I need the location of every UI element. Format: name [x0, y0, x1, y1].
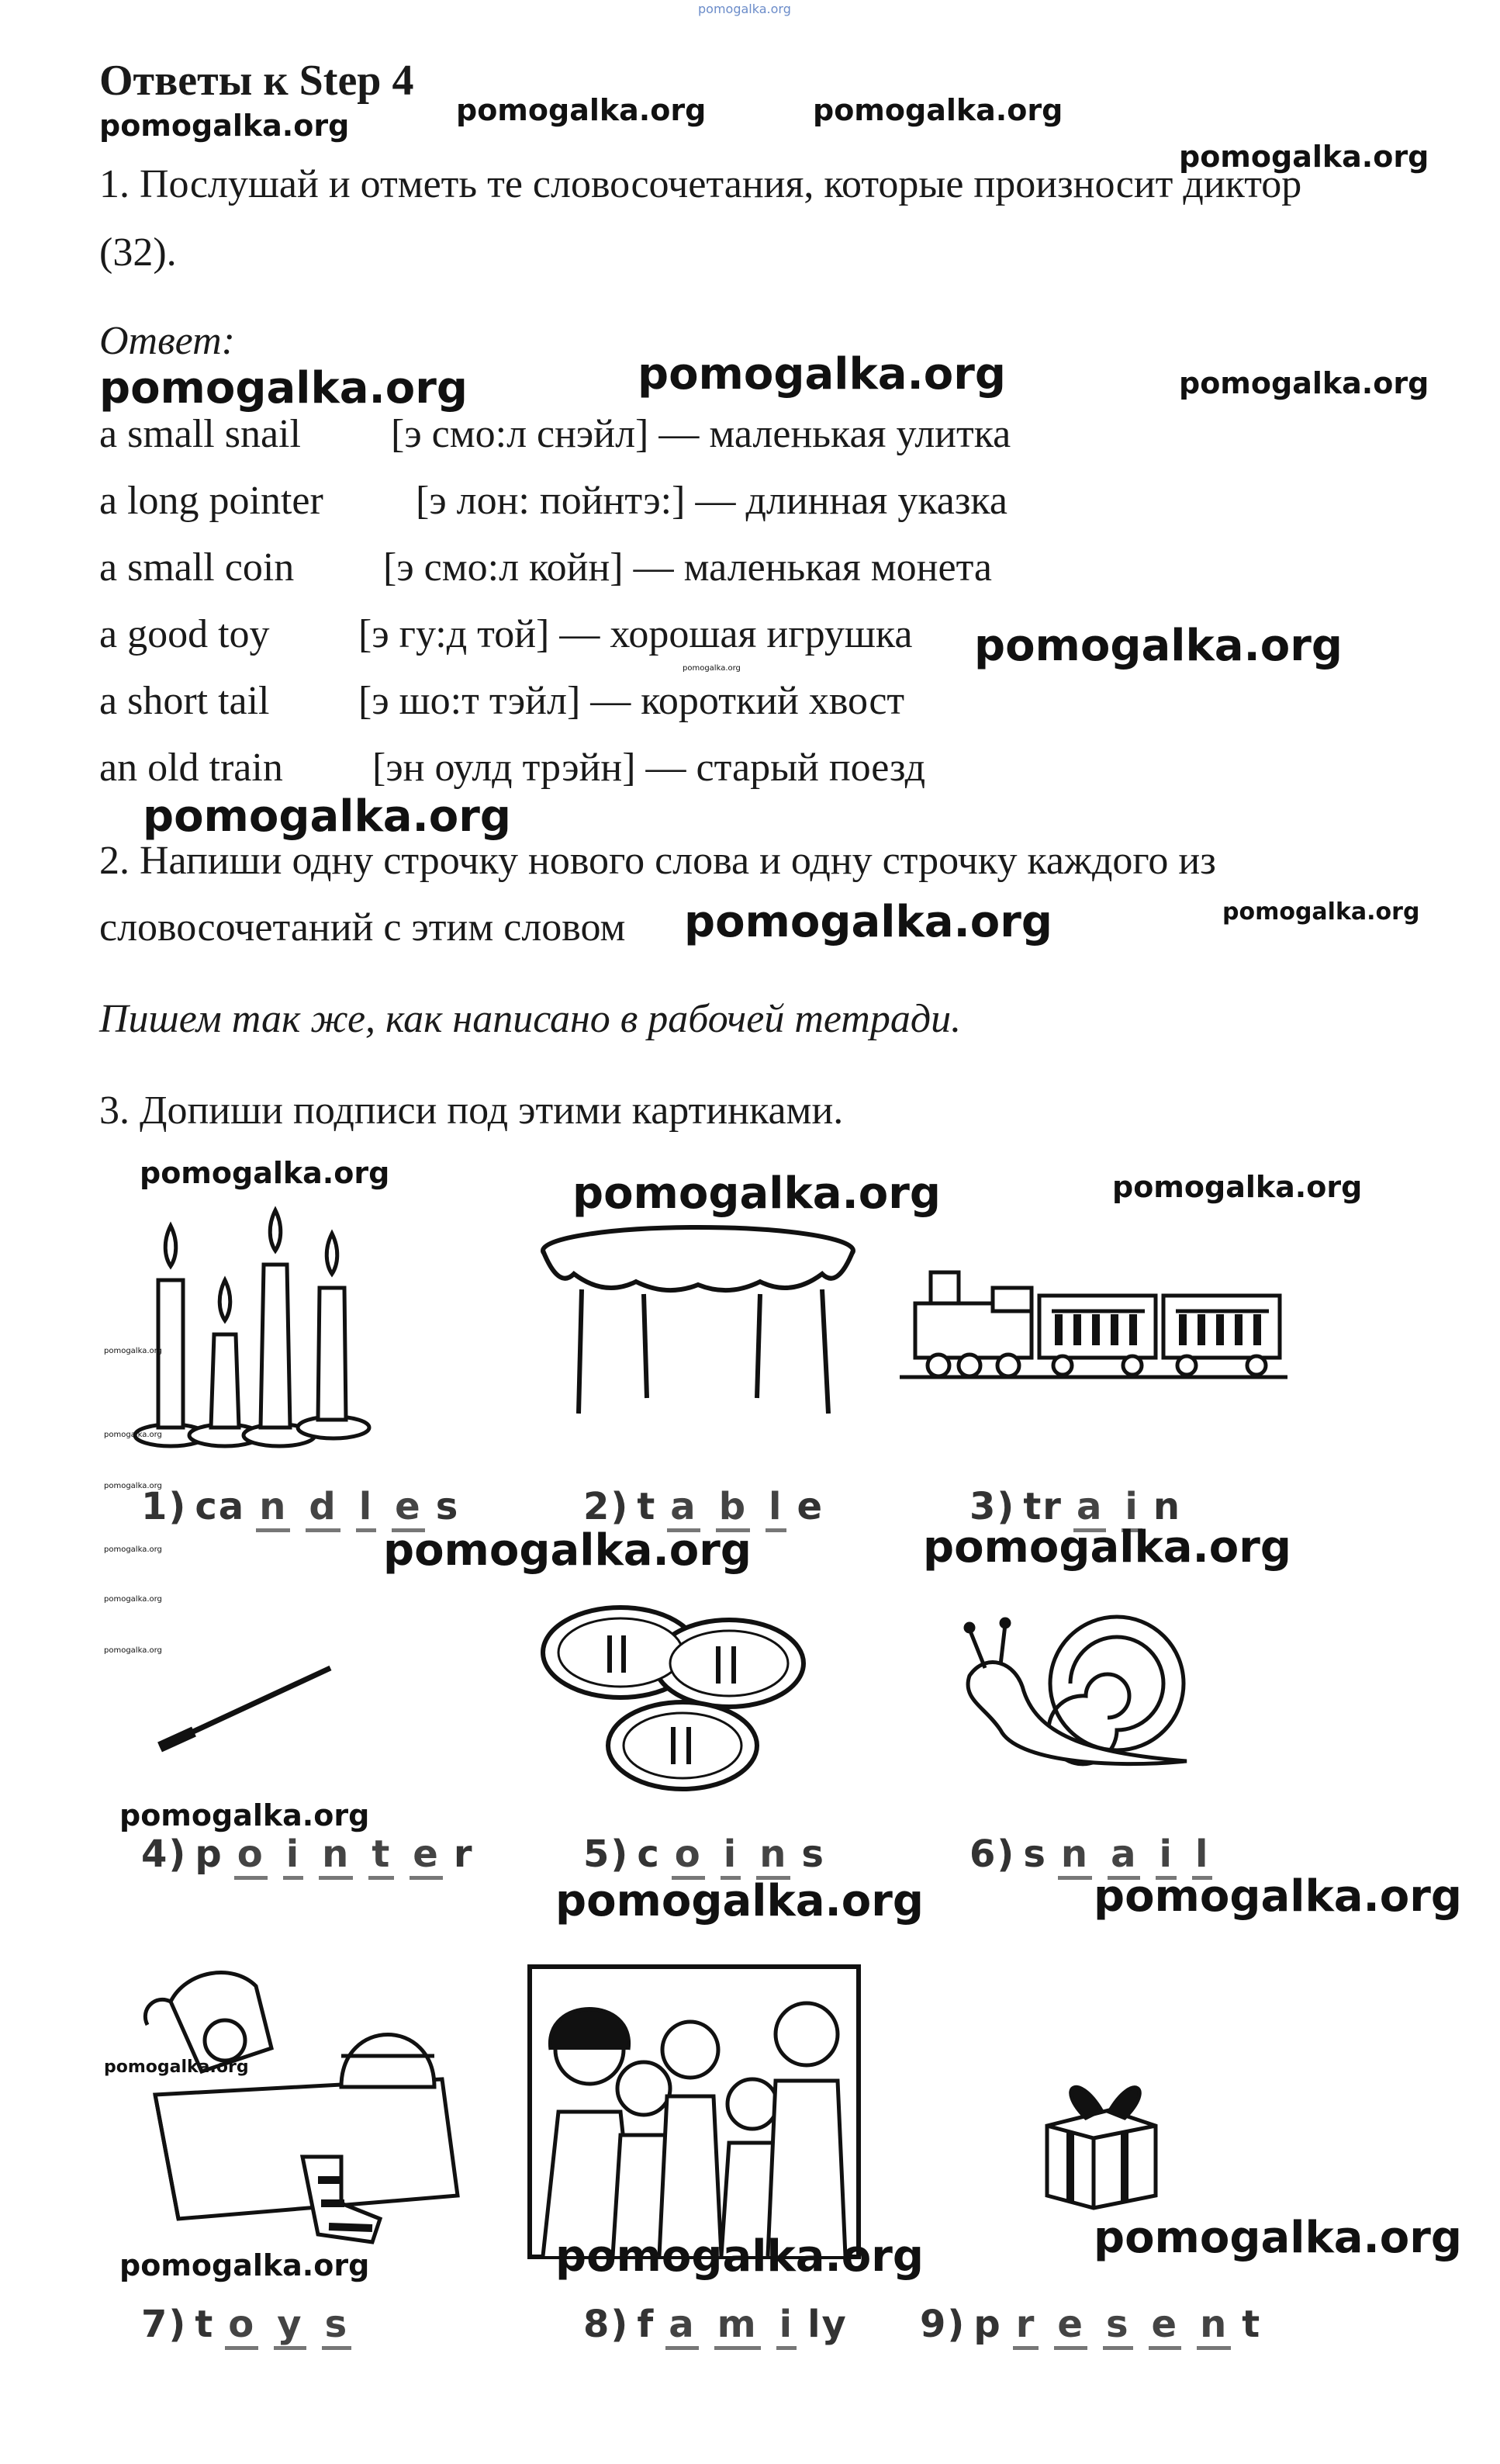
watermark: pomogalka.org: [104, 1482, 162, 1490]
watermark: pomogalka.org: [1222, 898, 1420, 926]
vocab-row: [99, 678, 905, 724]
present-picture: [1032, 2064, 1171, 2211]
caption-2: 2) t a b l e: [583, 1485, 827, 1532]
family-picture: [527, 1964, 861, 2259]
watermark: pomogalka.org: [1094, 1871, 1462, 1922]
watermark: pomogalka.org: [119, 1798, 370, 1832]
vocab-english: a small coin: [99, 545, 295, 590]
page-title: Ответы к Step 4: [99, 57, 414, 105]
vocab-row: [99, 745, 926, 791]
vocab-translation: [э смо:л снэйл] — маленькая улитка: [391, 412, 1011, 456]
watermark: pomogalka.org: [1112, 1170, 1363, 1204]
pointer-picture: [147, 1660, 341, 1761]
caption-8: 8) f a m i ly: [583, 2303, 851, 2350]
watermark: pomogalka.org: [104, 1431, 162, 1439]
caption-5: 5) c o i n s: [583, 1832, 828, 1880]
watermark: pomogalka.org: [923, 1522, 1291, 1573]
task1-text: 1. Послушай и отметь те словосочетания, которые произносит диктор: [99, 162, 1302, 206]
watermark: pomogalka.org: [683, 664, 741, 673]
watermark: pomogalka.org: [104, 1595, 162, 1604]
watermark: pomogalka.org: [383, 1525, 752, 1576]
watermark: pomogalka.org: [104, 1646, 162, 1655]
watermark: pomogalka.org: [104, 2057, 249, 2077]
vocab-english: a small snail: [99, 412, 301, 456]
vocab-translation: [э шо:т тэйл] — короткий хвост: [358, 679, 905, 723]
train-picture: [900, 1265, 1287, 1389]
answer-label: Ответ:: [99, 319, 235, 363]
watermark: pomogalka.org: [1094, 2213, 1462, 2263]
watermark: pomogalka.org: [104, 1347, 162, 1355]
caption-9: 9) p r e s e n t: [920, 2303, 1264, 2350]
watermark: pomogalka.org: [555, 1876, 924, 1926]
watermark: pomogalka.org: [99, 109, 350, 143]
watermark: pomogalka.org: [104, 1545, 162, 1554]
watermark: pomogalka.org: [1179, 366, 1429, 400]
candles-picture: [124, 1203, 388, 1459]
task2-text-cont: словосочетаний с этим словом: [99, 905, 626, 950]
coins-picture: [535, 1598, 814, 1800]
snail-picture: [954, 1614, 1202, 1777]
caption-4: 4) p o i n t e r: [141, 1832, 477, 1880]
caption-6: 6) s n a i l: [969, 1832, 1220, 1880]
task1-text-cont: (32).: [99, 230, 177, 275]
vocab-english: a good toy: [99, 612, 270, 656]
watermark: pomogalka.org: [813, 93, 1063, 127]
vocab-row: [99, 545, 993, 590]
vocab-row: [99, 611, 913, 657]
watermark: pomogalka.org: [638, 349, 1006, 400]
vocab-translation: [э гу:д той] — хорошая игрушка: [358, 612, 913, 656]
toys-picture: [109, 1955, 473, 2258]
task2-text: 2. Напиши одну строчку нового слова и одну строчку каждого из: [99, 839, 1216, 883]
table-picture: [527, 1220, 869, 1421]
watermark: pomogalka.org: [572, 1168, 941, 1219]
vocab-translation: [э смо:л койн] — маленькая монета: [383, 545, 993, 590]
task2-answer: Пишем так же, как написано в рабочей тетради.: [99, 997, 962, 1041]
vocab-row: [99, 478, 1007, 524]
watermark: pomogalka.org: [684, 897, 1052, 947]
watermark: pomogalka.org: [974, 621, 1343, 671]
watermark: pomogalka.org: [555, 2231, 924, 2282]
watermark: pomogalka.org: [119, 2248, 370, 2282]
vocab-row: [99, 411, 1011, 457]
watermark: pomogalka.org: [143, 791, 511, 842]
vocab-translation: [эн оулд трэйн] — старый поезд: [372, 746, 926, 790]
watermark: pomogalka.org: [456, 93, 707, 127]
watermark: pomogalka.org: [99, 363, 468, 414]
caption-1: 1) ca n d l e s: [141, 1485, 462, 1532]
watermark: pomogalka.org: [1179, 140, 1429, 174]
site-label-top: pomogalka.org: [698, 2, 791, 16]
caption-3: 3) tr a i n: [969, 1485, 1184, 1532]
vocab-english: a long pointer: [99, 479, 323, 523]
vocab-english: an old train: [99, 746, 283, 790]
caption-7: 7) t o y s: [141, 2303, 359, 2350]
task3-text: 3. Допиши подписи под этими картинками.: [99, 1088, 844, 1133]
vocab-english: a short tail: [99, 679, 270, 723]
watermark: pomogalka.org: [140, 1156, 390, 1190]
vocab-translation: [э лон: пойнтэ:] — длинная указка: [416, 479, 1007, 523]
